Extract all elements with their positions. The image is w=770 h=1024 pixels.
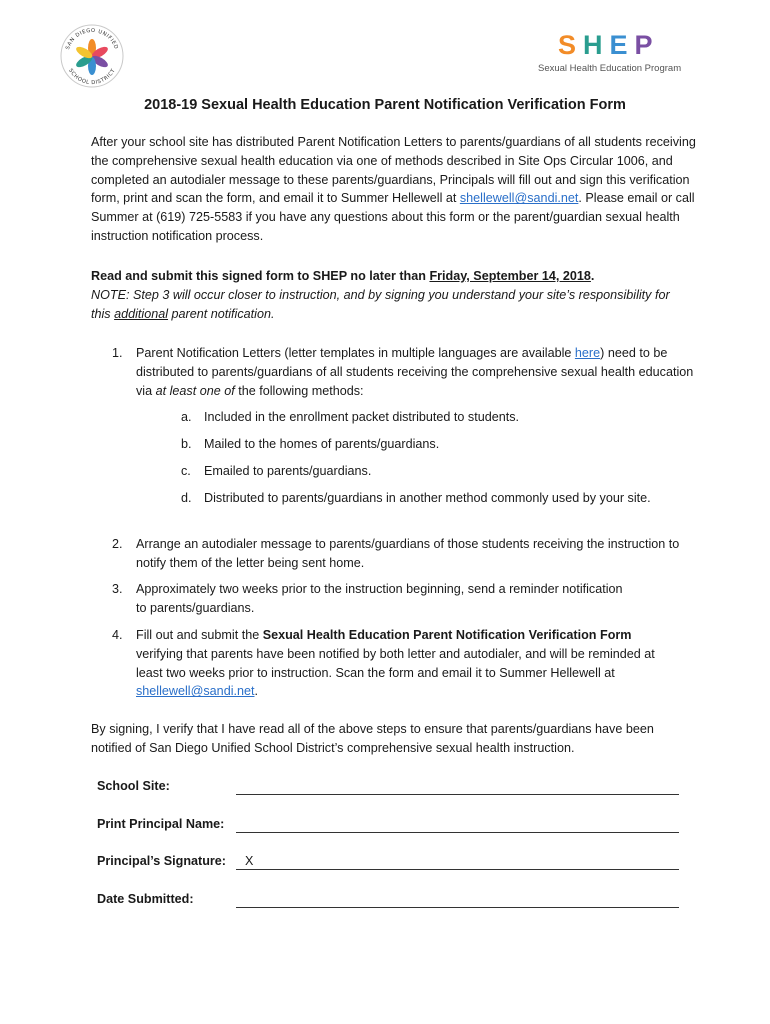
step-4-email-link[interactable]: shellewell@sandi.net <box>136 684 255 699</box>
date-submitted-label: Date Submitted: <box>97 892 194 906</box>
intro-email-link[interactable]: shellewell@sandi.net <box>459 191 579 206</box>
signature-value[interactable]: X <box>245 854 254 868</box>
shep-program-name: Sexual Health Education Program <box>538 63 682 74</box>
step-4-text-c: . <box>254 684 258 699</box>
svg-text:SCHOOL DISTRICT: SCHOOL DISTRICT <box>67 67 117 87</box>
school-site-line[interactable] <box>236 794 679 795</box>
shep-letter-e: E <box>609 30 635 60</box>
shep-letter-h: H <box>583 30 610 60</box>
note-text-2: parent notification. <box>168 306 275 321</box>
substep-a-text: Included in the enrollment packet distributed to students. <box>204 410 520 424</box>
principal-name-line[interactable] <box>236 832 679 833</box>
substep-a-letter: a. <box>181 410 192 424</box>
principal-name-label: Print Principal Name: <box>97 817 225 831</box>
deadline-note <box>91 286 691 324</box>
shep-letter-s: S <box>558 30 584 60</box>
substep-b-letter: b. <box>181 437 192 451</box>
substep-d-text: Distributed to parents/guardians in another method commonly used by your site. <box>204 491 651 505</box>
shep-logo <box>536 30 706 74</box>
district-seal-logo <box>58 22 126 90</box>
templates-link[interactable]: here <box>574 346 601 360</box>
substep-c-text: Emailed to parents/guardians. <box>204 464 372 478</box>
step-1-text-a: Parent Notification Letters (letter templates in multiple languages are available <box>136 346 575 360</box>
intro-text-1: After your school site has distributed Parent Notification Letters to parents/guardians of all students receiving the comprehensive sexual health education via one of methods described in Site Ops Circular 1006, and completed an autodialer message to these parents/guardians, Principals will fill out and sign this verification form, print and scan the form, and email it to Summer Hellewell at <box>91 135 696 206</box>
substep-b-text: Mailed to the homes of parents/guardians. <box>204 437 440 451</box>
step-1-text-c: the following methods: <box>234 383 364 398</box>
substep-d-letter: d. <box>181 491 192 505</box>
step-3-number: 3. <box>112 582 123 596</box>
step-1-text <box>136 344 696 400</box>
form-title: 2018-19 Sexual Health Education Parent Notification Verification Form <box>144 97 626 113</box>
step-1-emphasis: at least one of <box>155 383 235 398</box>
shep-letter-p: P <box>634 30 660 60</box>
deadline-end: . <box>590 269 595 283</box>
date-submitted-line[interactable] <box>236 907 679 908</box>
school-site-label: School Site: <box>97 779 170 793</box>
step-4-text <box>136 626 681 701</box>
note-emphasis: additional <box>114 306 169 321</box>
step-4-number: 4. <box>112 628 123 642</box>
step-2-text: Arrange an autodialer message to parents/guardians of those students receiving the instruction to notify them of the letter being sent home. <box>136 537 680 570</box>
intro-text-2: . Please email or call Summer at (619) 725-5583 if you have any questions about this form or the parent/guardian sexual health instruction notification process. <box>91 191 695 243</box>
step-4-form-name: Sexual Health Education Parent Notification Verification Form <box>262 628 632 642</box>
svg-text:SAN DIEGO UNIFIED: SAN DIEGO UNIFIED <box>64 27 120 51</box>
deadline-lead: Read and submit this signed form to SHEP no later than <box>91 269 430 283</box>
step-2-number: 2. <box>112 537 123 551</box>
note-text-1: NOTE: Step 3 will occur closer to instruction, and by signing you understand your site’s responsibility for this <box>91 288 670 321</box>
intro-paragraph <box>91 133 711 246</box>
substep-c-letter: c. <box>181 464 191 478</box>
step-3-text: Approximately two weeks prior to the instruction beginning, send a reminder notification to parents/guardians. <box>136 582 623 615</box>
step-1-text-b: ) need to be distributed to parents/guardians of all students receiving the comprehensive sexual health education via <box>136 346 694 398</box>
signature-line[interactable] <box>236 869 679 870</box>
deadline-date: Friday, September 14, 2018 <box>429 269 591 283</box>
step-4-text-a: Fill out and submit the <box>136 628 263 642</box>
step-4-text-b: verifying that parents have been notified by both letter and autodialer, and will be reminded at least two weeks prior to instruction. Scan the form and email it to Summer Hellewell at <box>136 646 655 680</box>
signature-label: Principal’s Signature: <box>97 854 226 868</box>
step-1-number: 1. <box>112 346 123 360</box>
closing-statement: By signing, I verify that I have read all of the above steps to ensure that parents/guardians have been notified of San Diego Unified School District’s comprehensive sexual health instruction. <box>91 722 654 755</box>
shep-wordmark <box>558 30 660 60</box>
deadline-statement <box>91 267 711 286</box>
